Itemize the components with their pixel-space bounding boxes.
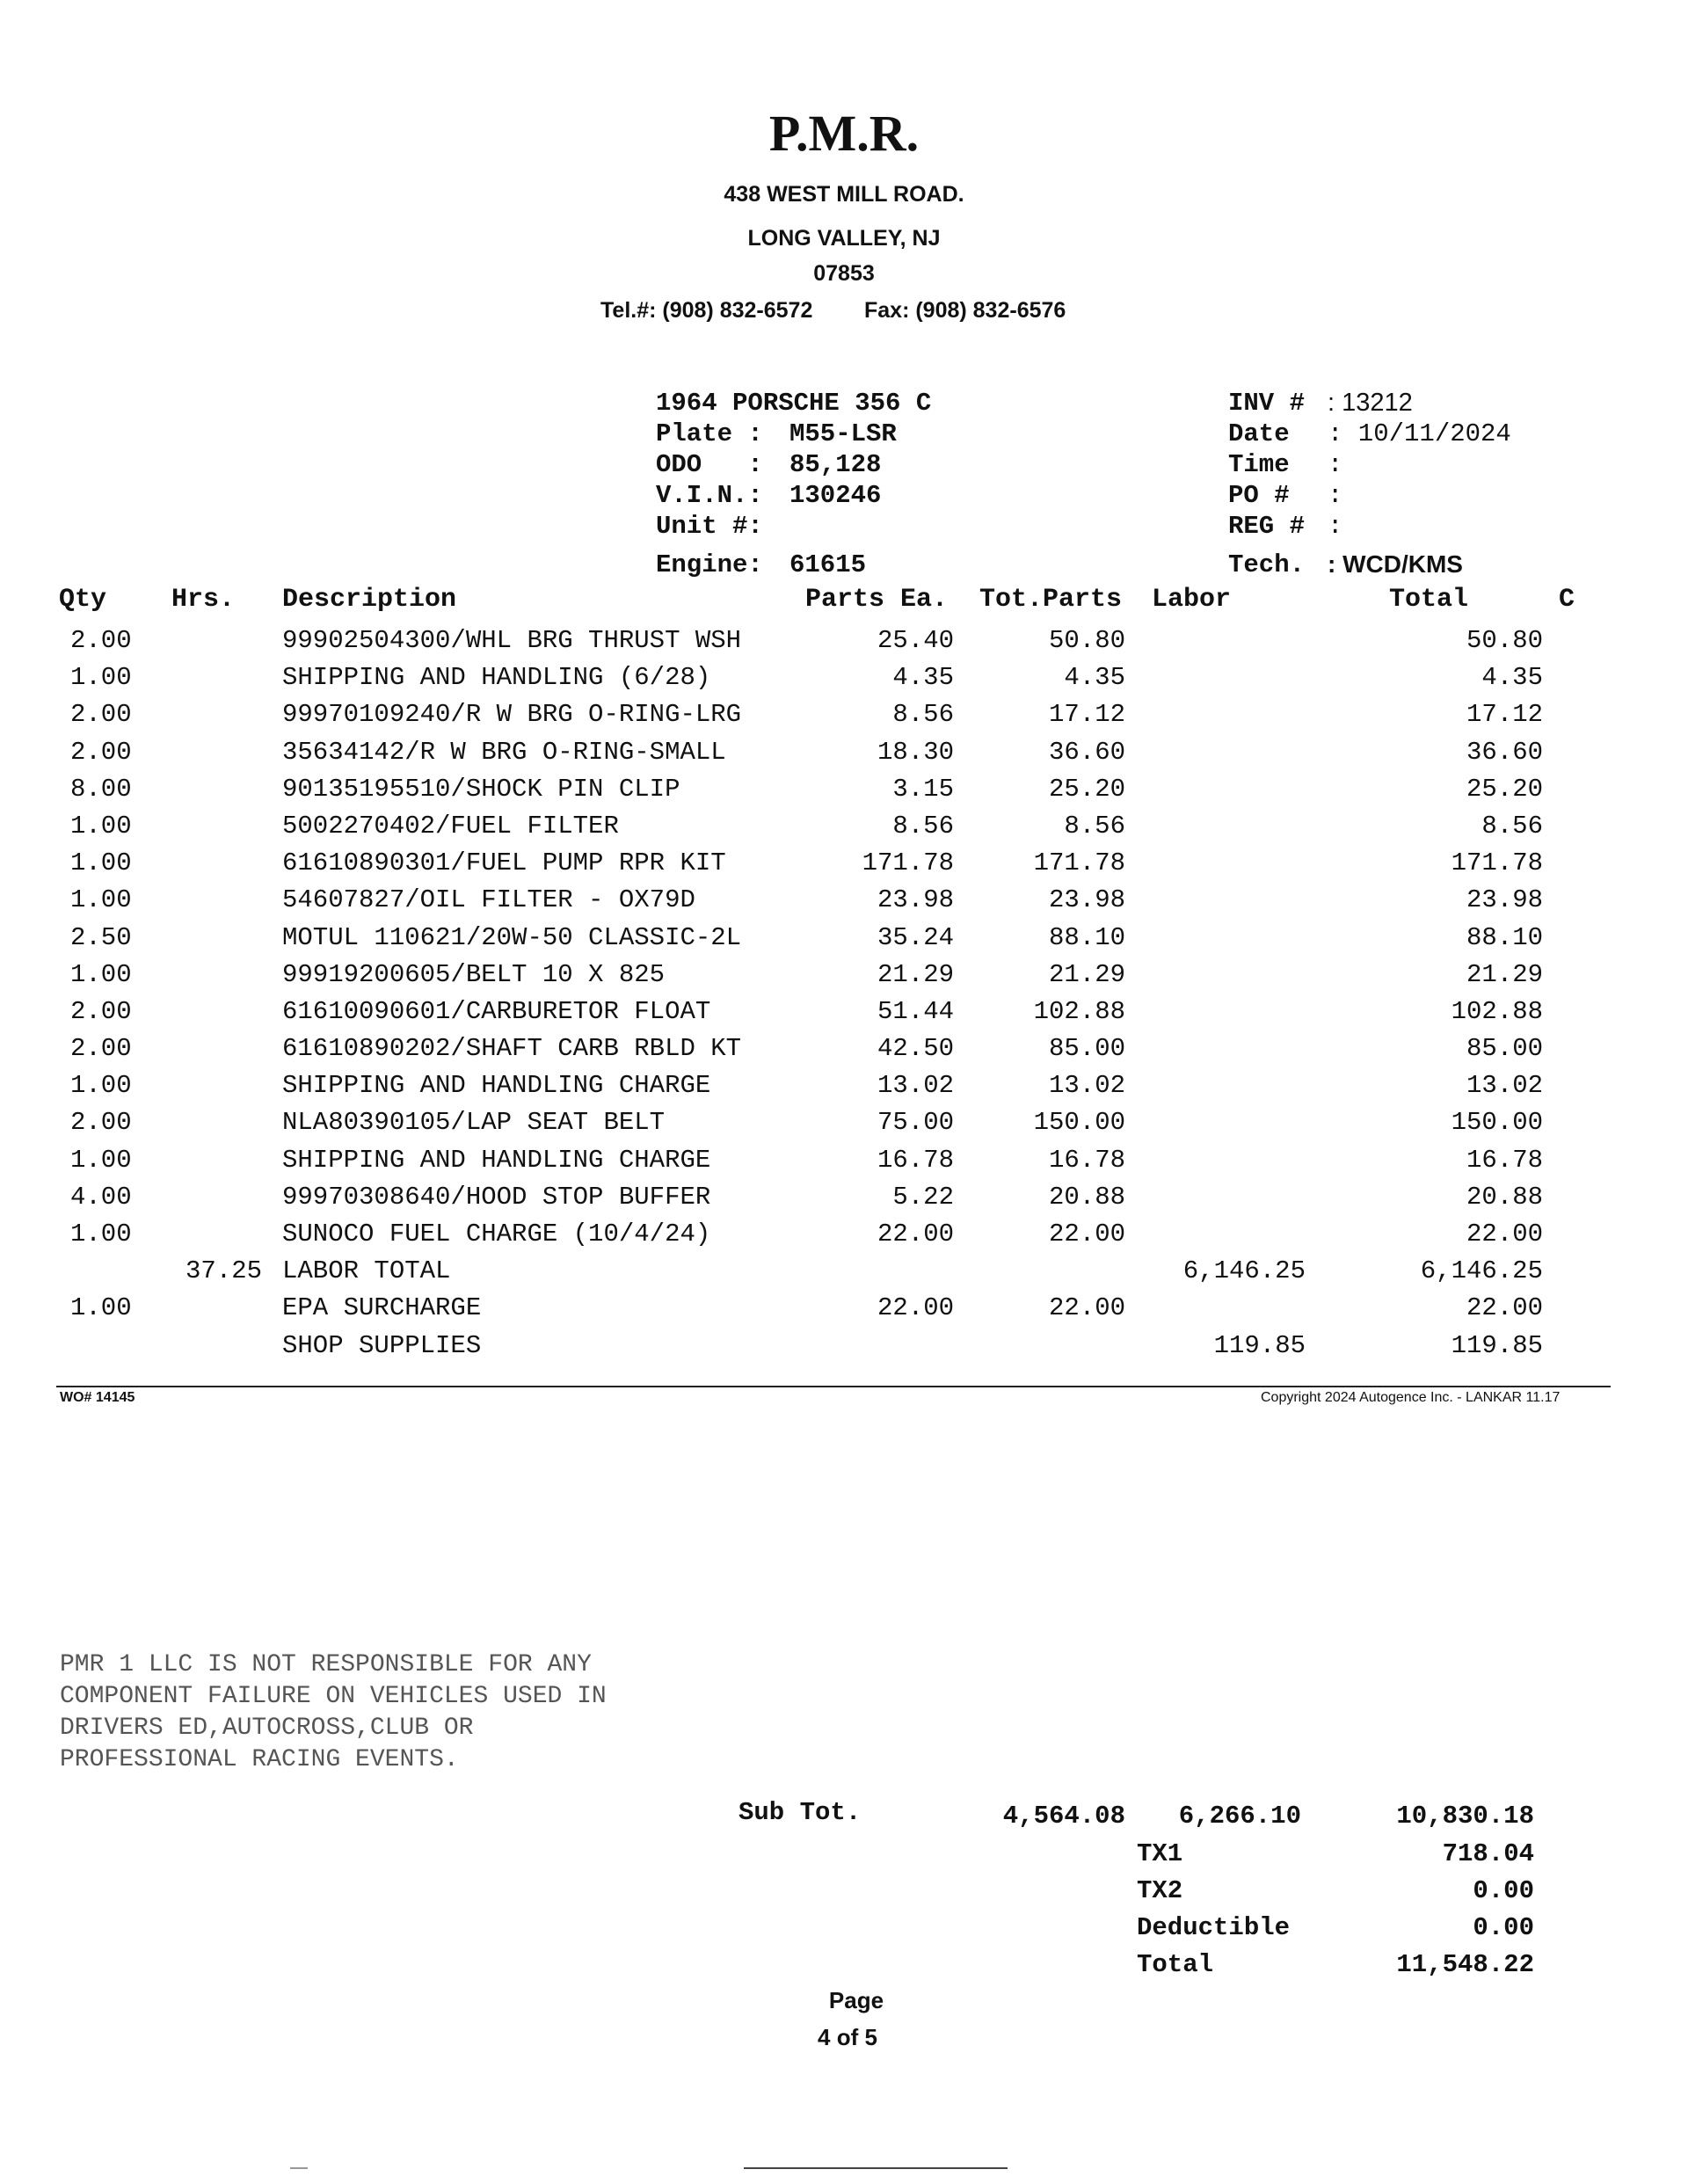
work-order-number: WO# 14145	[60, 1390, 135, 1405]
table-row	[0, 960, 1688, 997]
item-total-parts: 102.88	[1033, 996, 1125, 1026]
zip-code: 07853	[813, 261, 875, 286]
grand-total-label: Total	[1137, 1950, 1214, 1979]
item-total-parts: 150.00	[1033, 1108, 1125, 1138]
item-total-parts: 85.00	[1048, 1034, 1125, 1064]
engine-value: 61615	[789, 550, 867, 579]
item-qty: 2.00	[70, 626, 132, 655]
table-row	[0, 1071, 1688, 1108]
item-parts-each: 35.24	[877, 922, 954, 952]
item-parts-each: 13.02	[877, 1071, 954, 1101]
col-qty: Qty	[59, 585, 107, 615]
page-label: Page	[828, 1987, 884, 2013]
item-parts-each: 42.50	[877, 1034, 954, 1064]
item-total-parts: 16.78	[1048, 1145, 1125, 1175]
item-total: 150.00	[1451, 1108, 1543, 1138]
item-qty: 4.00	[70, 1182, 132, 1212]
item-total-parts: 23.98	[1048, 885, 1125, 915]
item-parts-each: 5.22	[892, 1182, 954, 1212]
item-qty: 1.00	[70, 1071, 132, 1101]
item-description: MOTUL 110621/20W-50 CLASSIC-2L	[282, 922, 742, 952]
scan-mark	[290, 2167, 308, 2169]
col-description: Description	[282, 585, 457, 615]
tx1-value: 718.04	[1442, 1839, 1534, 1868]
item-qty: 1.00	[70, 885, 132, 915]
scan-mark	[744, 2167, 1008, 2169]
col-total: Total	[1389, 585, 1469, 615]
item-parts-each: 18.30	[877, 737, 954, 767]
unit-label: Unit #:	[656, 512, 763, 541]
table-row	[0, 1331, 1688, 1368]
table-row	[0, 738, 1688, 775]
item-total-parts: 17.12	[1048, 700, 1125, 730]
item-total: 20.88	[1466, 1182, 1543, 1212]
table-row	[0, 923, 1688, 960]
time-value: :	[1328, 450, 1343, 479]
item-description: 99919200605/BELT 10 X 825	[282, 959, 666, 989]
item-description: 54607827/OIL FILTER - OX79D	[282, 885, 695, 915]
item-total-parts: 88.10	[1048, 922, 1125, 952]
item-description: 61610890301/FUEL PUMP RPR KIT	[282, 848, 726, 878]
item-total: 6,146.25	[1420, 1256, 1543, 1286]
item-parts-each: 75.00	[877, 1108, 954, 1138]
item-total: 8.56	[1481, 811, 1543, 841]
vin-label: V.I.N.:	[656, 481, 763, 510]
item-qty: 1.00	[70, 663, 132, 693]
inv-value: : 13212	[1328, 389, 1413, 417]
col-tot-parts: Tot.Parts	[979, 585, 1123, 615]
item-total: 22.00	[1466, 1293, 1543, 1323]
item-qty: 1.00	[70, 848, 132, 878]
item-description: 90135195510/SHOCK PIN CLIP	[282, 774, 680, 804]
shop-name: P.M.R.	[768, 105, 920, 162]
item-total: 85.00	[1466, 1034, 1543, 1064]
table-row	[0, 1146, 1688, 1183]
item-total-parts: 13.02	[1048, 1071, 1125, 1101]
subtotal-total: 10,830.18	[1396, 1802, 1534, 1831]
table-row	[0, 775, 1688, 812]
item-total: 119.85	[1451, 1330, 1543, 1360]
date-value: : 10/11/2024	[1328, 419, 1511, 448]
item-parts-each: 171.78	[862, 848, 954, 878]
date-label: Date	[1228, 419, 1290, 448]
item-description: 99970109240/R W BRG O-RING-LRG	[282, 700, 742, 730]
disclaimer-line: COMPONENT FAILURE ON VEHICLES USED IN	[60, 1683, 607, 1710]
odo-label: ODO :	[656, 450, 763, 479]
disclaimer-line: PMR 1 LLC IS NOT RESPONSIBLE FOR ANY	[60, 1651, 592, 1678]
po-label: PO #	[1228, 481, 1290, 510]
divider-line	[56, 1386, 1611, 1387]
item-total: 22.00	[1466, 1219, 1543, 1249]
item-parts-each: 22.00	[877, 1219, 954, 1249]
item-total: 171.78	[1451, 848, 1543, 878]
item-description: SHOP SUPPLIES	[282, 1330, 482, 1360]
table-row	[0, 1219, 1688, 1256]
item-parts-each: 23.98	[877, 885, 954, 915]
address-line-2: LONG VALLEY, NJ	[747, 226, 941, 251]
table-row	[0, 1034, 1688, 1071]
item-total: 21.29	[1466, 959, 1543, 989]
engine-label: Engine:	[656, 550, 763, 579]
item-total-parts: 4.35	[1064, 663, 1125, 693]
item-total: 50.80	[1466, 626, 1543, 655]
disclaimer-line: PROFESSIONAL RACING EVENTS.	[60, 1746, 459, 1773]
item-parts-each: 16.78	[877, 1145, 954, 1175]
item-total: 25.20	[1466, 774, 1543, 804]
deductible-value: 0.00	[1473, 1913, 1534, 1942]
item-description: NLA80390105/LAP SEAT BELT	[282, 1108, 666, 1138]
tech-value: : WCD/KMS	[1328, 550, 1463, 578]
tx2-value: 0.00	[1473, 1876, 1534, 1905]
item-total: 4.35	[1481, 663, 1543, 693]
item-parts-each: 3.15	[892, 774, 954, 804]
line-items-table	[0, 626, 1688, 1368]
item-description: SHIPPING AND HANDLING CHARGE	[282, 1071, 711, 1101]
item-description: SHIPPING AND HANDLING CHARGE	[282, 1145, 711, 1175]
item-description: SHIPPING AND HANDLING (6/28)	[282, 663, 711, 693]
subtotal-labor: 6,266.10	[1178, 1802, 1301, 1831]
col-labor: Labor	[1152, 585, 1232, 615]
item-description: LABOR TOTAL	[282, 1256, 451, 1286]
item-qty: 1.00	[70, 811, 132, 841]
table-row	[0, 700, 1688, 737]
item-parts-each: 8.56	[892, 811, 954, 841]
table-row	[0, 626, 1688, 663]
vin-value: 130246	[789, 481, 882, 510]
table-row	[0, 1293, 1688, 1330]
item-qty: 2.50	[70, 922, 132, 952]
item-labor: 6,146.25	[1182, 1256, 1306, 1286]
item-parts-each: 4.35	[892, 663, 954, 693]
item-total: 13.02	[1466, 1071, 1543, 1101]
item-total-parts: 22.00	[1048, 1219, 1125, 1249]
col-hrs: Hrs.	[171, 585, 236, 615]
item-total: 36.60	[1466, 737, 1543, 767]
item-qty: 1.00	[70, 1219, 132, 1249]
reg-label: REG #	[1228, 512, 1306, 541]
item-description: 99902504300/WHL BRG THRUST WSH	[282, 626, 742, 655]
tech-label: Tech.	[1228, 550, 1306, 579]
item-description: SUNOCO FUEL CHARGE (10/4/24)	[282, 1219, 711, 1249]
item-qty: 2.00	[70, 1108, 132, 1138]
po-value: :	[1328, 481, 1343, 510]
page-number: 4 of 5	[818, 2024, 877, 2050]
item-qty: 1.00	[70, 1145, 132, 1175]
item-total: 17.12	[1466, 700, 1543, 730]
item-hrs: 37.25	[185, 1256, 262, 1286]
subtotal-label: Sub Tot.	[738, 1798, 862, 1827]
item-description: 61610090601/CARBURETOR FLOAT	[282, 996, 711, 1026]
disclaimer-line: DRIVERS ED,AUTOCROSS,CLUB OR	[60, 1714, 474, 1742]
table-row	[0, 997, 1688, 1034]
item-qty: 1.00	[70, 959, 132, 989]
reg-value: :	[1328, 512, 1343, 541]
tx2-label: TX2	[1137, 1876, 1183, 1905]
item-total-parts: 22.00	[1048, 1293, 1125, 1323]
plate-value: M55-LSR	[789, 419, 897, 448]
item-total: 102.88	[1451, 996, 1543, 1026]
item-description: 61610890202/SHAFT CARB RBLD KT	[282, 1034, 742, 1064]
item-total-parts: 50.80	[1048, 626, 1125, 655]
item-parts-each: 51.44	[877, 996, 954, 1026]
item-labor: 119.85	[1213, 1330, 1306, 1360]
inv-label: INV #	[1228, 389, 1306, 418]
item-qty: 2.00	[70, 1034, 132, 1064]
item-description: EPA SURCHARGE	[282, 1293, 482, 1323]
col-parts-ea: Parts Ea.	[805, 585, 949, 615]
item-qty: 2.00	[70, 737, 132, 767]
table-row	[0, 663, 1688, 700]
table-row	[0, 885, 1688, 922]
subtotal-parts: 4,564.08	[1002, 1802, 1125, 1831]
fax-number: Fax: (908) 832-6576	[864, 298, 1066, 323]
plate-label: Plate :	[656, 419, 763, 448]
address-line-1: 438 WEST MILL ROAD.	[724, 182, 964, 207]
item-description: 35634142/R W BRG O-RING-SMALL	[282, 737, 726, 767]
vehicle-model: 1964 PORSCHE 356 C	[656, 389, 932, 418]
table-row	[0, 1108, 1688, 1145]
tx1-label: TX1	[1137, 1839, 1183, 1868]
item-total: 23.98	[1466, 885, 1543, 915]
grand-total-value: 11,548.22	[1396, 1950, 1534, 1979]
time-label: Time	[1228, 450, 1290, 479]
item-total-parts: 36.60	[1048, 737, 1125, 767]
item-parts-each: 8.56	[892, 700, 954, 730]
item-total-parts: 171.78	[1033, 848, 1125, 878]
item-description: 99970308640/HOOD STOP BUFFER	[282, 1182, 711, 1212]
item-qty: 2.00	[70, 996, 132, 1026]
table-row	[0, 1256, 1688, 1293]
item-total-parts: 20.88	[1048, 1182, 1125, 1212]
item-parts-each: 21.29	[877, 959, 954, 989]
item-qty: 8.00	[70, 774, 132, 804]
table-row	[0, 1183, 1688, 1219]
copyright-notice: Copyright 2024 Autogence Inc. - LANKAR 11.17	[1261, 1390, 1561, 1405]
item-total: 16.78	[1466, 1145, 1543, 1175]
table-row	[0, 848, 1688, 885]
item-qty: 1.00	[70, 1293, 132, 1323]
item-parts-each: 22.00	[877, 1293, 954, 1323]
item-parts-each: 25.40	[877, 626, 954, 655]
phone-number: Tel.#: (908) 832-6572	[600, 298, 813, 323]
item-total-parts: 21.29	[1048, 959, 1125, 989]
item-total: 88.10	[1466, 922, 1543, 952]
item-description: 5002270402/FUEL FILTER	[282, 811, 619, 841]
odo-value: 85,128	[789, 450, 882, 479]
table-row	[0, 812, 1688, 848]
deductible-label: Deductible	[1137, 1913, 1291, 1942]
item-total-parts: 25.20	[1048, 774, 1125, 804]
item-qty: 2.00	[70, 700, 132, 730]
item-total-parts: 8.56	[1064, 811, 1125, 841]
col-c: C	[1559, 585, 1575, 615]
